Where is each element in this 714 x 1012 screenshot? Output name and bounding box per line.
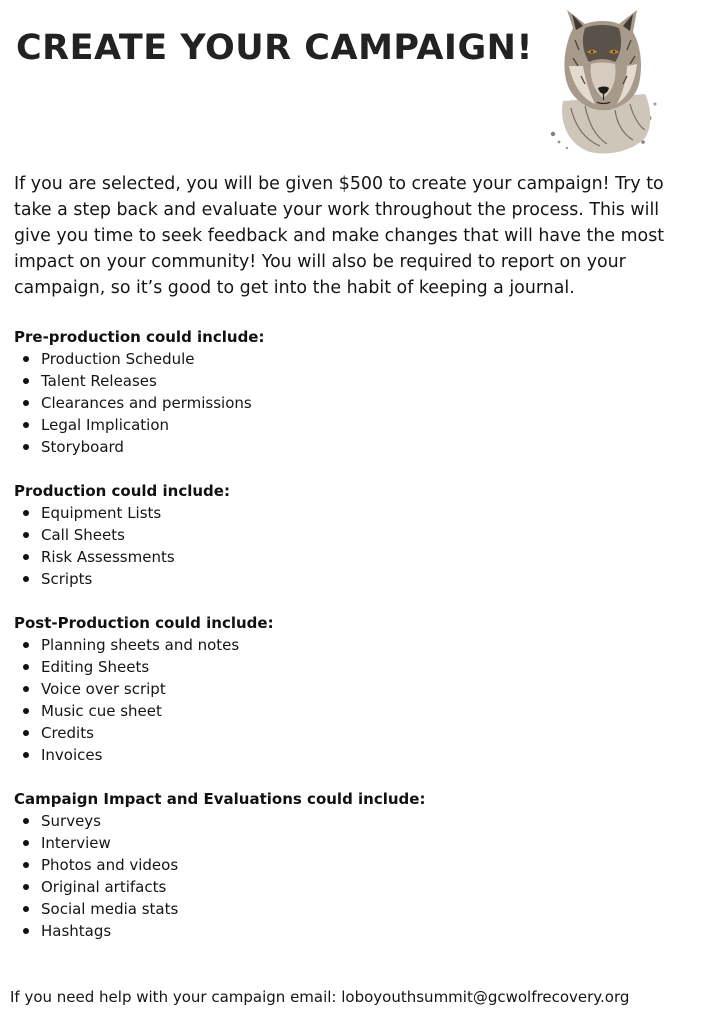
section-heading: Campaign Impact and Evaluations could include:	[14, 790, 426, 808]
list-item-text: Social media stats	[41, 900, 179, 918]
bullet-icon	[23, 840, 29, 846]
list-item-text: Voice over script	[41, 680, 166, 698]
list-item	[14, 678, 674, 700]
bullet-icon	[23, 356, 29, 362]
list-item-text: Scripts	[41, 570, 93, 588]
bullet-icon	[23, 664, 29, 670]
section-list	[14, 502, 674, 590]
bullet-icon	[23, 400, 29, 406]
list-item-text: Equipment Lists	[41, 504, 162, 522]
bullet-icon	[23, 642, 29, 648]
footer-help-text: If you need help with your campaign email: loboyouthsummit@gcwolfrecovery.org	[10, 988, 630, 1006]
list-item-text: Editing Sheets	[41, 658, 150, 676]
bullet-icon	[23, 730, 29, 736]
bullet-icon	[23, 576, 29, 582]
bullet-icon	[23, 554, 29, 560]
section-post-production	[14, 612, 674, 766]
intro-paragraph: If you are selected, you will be given $500 to create your campaign! Try to take a step back and evaluate your work throughout the process. This will give you time to seek feedback and make changes that will have the most impact on your community! You will also be required to report on your campaign, so it’s good to get into the habit of keeping a journal.	[14, 174, 665, 298]
list-item-text: Talent Releases	[41, 372, 157, 390]
list-item	[14, 414, 674, 436]
bullet-icon	[23, 378, 29, 384]
list-item	[14, 568, 674, 590]
bullet-icon	[23, 444, 29, 450]
section-list	[14, 348, 674, 458]
bullet-icon	[23, 884, 29, 890]
list-item-text: Legal Implication	[41, 416, 170, 434]
section-list	[14, 810, 674, 942]
wolf-head-illustration	[545, 6, 660, 154]
section-heading: Post-Production could include:	[14, 614, 274, 632]
list-item	[14, 370, 674, 392]
list-item-text: Call Sheets	[41, 526, 125, 544]
list-item-text: Surveys	[41, 812, 101, 830]
bullet-icon	[23, 862, 29, 868]
section-pre-production	[14, 326, 674, 458]
list-item-text: Risk Assessments	[41, 548, 175, 566]
bullet-icon	[23, 928, 29, 934]
list-item	[14, 502, 674, 524]
list-item	[14, 546, 674, 568]
list-item-text: Music cue sheet	[41, 702, 162, 720]
list-item	[14, 656, 674, 678]
page-title: CREATE YOUR CAMPAIGN!	[16, 28, 533, 68]
section-campaign-impact	[14, 788, 674, 942]
list-item	[14, 854, 674, 876]
list-item-text: Production Schedule	[41, 350, 195, 368]
bullet-icon	[23, 752, 29, 758]
bullet-icon	[23, 818, 29, 824]
section-heading: Production could include:	[14, 482, 230, 500]
list-item-text: Planning sheets and notes	[41, 636, 240, 654]
bullet-icon	[23, 708, 29, 714]
list-item	[14, 832, 674, 854]
list-item-text: Invoices	[41, 746, 103, 764]
list-item	[14, 524, 674, 546]
bullet-icon	[23, 532, 29, 538]
campaign-sections	[14, 326, 674, 964]
section-heading: Pre-production could include:	[14, 328, 265, 346]
list-item	[14, 634, 674, 656]
list-item-text: Interview	[41, 834, 111, 852]
list-item-text: Credits	[41, 724, 94, 742]
list-item	[14, 722, 674, 744]
list-item-text: Clearances and permissions	[41, 394, 252, 412]
list-item	[14, 810, 674, 832]
list-item	[14, 348, 674, 370]
list-item-text: Hashtags	[41, 922, 112, 940]
list-item	[14, 744, 674, 766]
list-item	[14, 700, 674, 722]
bullet-icon	[23, 422, 29, 428]
section-production	[14, 480, 674, 590]
list-item	[14, 392, 674, 414]
bullet-icon	[23, 906, 29, 912]
list-item-text: Storyboard	[41, 438, 124, 456]
bullet-icon	[23, 510, 29, 516]
list-item	[14, 876, 674, 898]
list-item-text: Photos and videos	[41, 856, 179, 874]
list-item	[14, 920, 674, 942]
section-list	[14, 634, 674, 766]
list-item-text: Original artifacts	[41, 878, 167, 896]
list-item	[14, 898, 674, 920]
bullet-icon	[23, 686, 29, 692]
list-item	[14, 436, 674, 458]
